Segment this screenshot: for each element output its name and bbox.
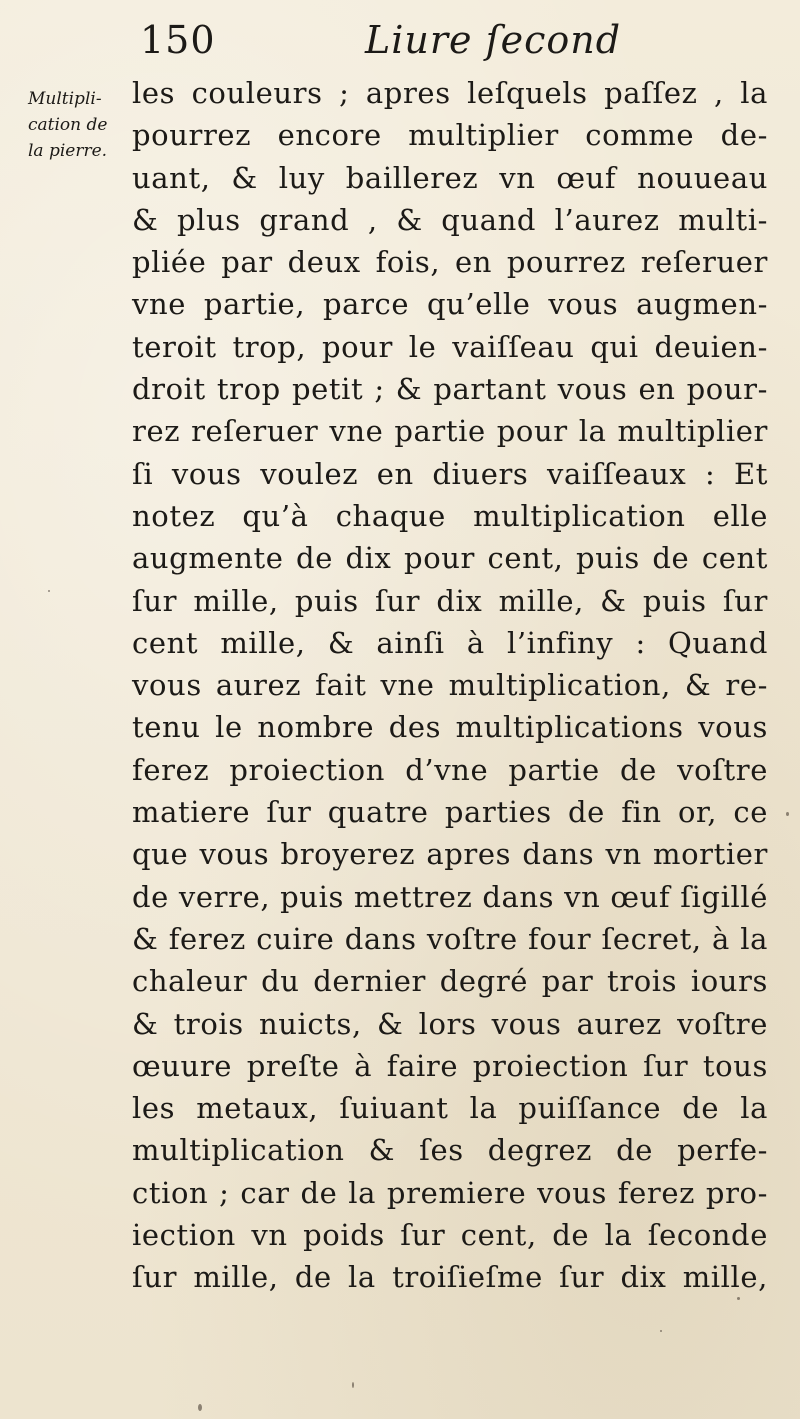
ink-speck (660, 1330, 662, 1332)
text-line: ſi vous voulez en diuers vaiſſeaux : Et (132, 456, 768, 491)
text-line: & plus grand , & quand l’aurez multi- (132, 202, 768, 237)
text-line: iection vn poids ſur cent, de la ſeconde (132, 1218, 768, 1253)
text-line: notez qu’à chaque multiplication elle (132, 498, 768, 533)
running-title: Liure ſecond (365, 18, 622, 62)
text-line: uant, & luy baillerez vn œuf nouueau (132, 160, 768, 195)
ink-speck (48, 590, 50, 592)
page-number: 150 (140, 18, 216, 62)
ink-speck (737, 1297, 740, 1300)
text-line: & trois nuicts, & lors vous aurez voſtre (132, 1006, 768, 1041)
text-line: les couleurs ; apres leſquels paſſez , la (132, 76, 768, 110)
text-line: tenu le nombre des multiplications vous (132, 710, 768, 745)
text-line: ſur mille, puis ſur dix mille, & puis ſur (132, 583, 768, 618)
text-line: matiere ſur quatre parties de fin or, ce (132, 795, 768, 830)
text-line: de verre, puis mettrez dans vn œuf ſigillé (132, 879, 768, 914)
text-line: rez reſeruer vne partie pour la multiplier (132, 414, 768, 449)
text-line: droit trop petit ; & partant vous en pour- (132, 372, 768, 407)
margin-note-line: Multipli- (28, 89, 102, 109)
text-line: chaleur du dernier degré par trois iours (132, 964, 768, 999)
text-line: teroit trop, pour le vaiſſeau qui deuien- (132, 329, 768, 364)
ink-speck (198, 1404, 202, 1411)
margin-note (28, 86, 138, 164)
ink-speck (786, 812, 789, 816)
text-line: ferez proiection d’vne partie de voſtre (132, 752, 768, 787)
text-line: vne partie, parce qu’elle vous augmen- (132, 287, 768, 322)
text-line: multiplication & ſes degrez de perfe- (132, 1133, 768, 1168)
text-line: ction ; car de la premiere vous ferez pro- (132, 1175, 768, 1210)
text-line: cent mille, & ainſi à l’infiny : Quand (132, 625, 768, 660)
text-line: que vous broyerez apres dans vn mortier (132, 837, 768, 872)
text-line: augmente de dix pour cent, puis de cent (132, 541, 768, 576)
text-line: pourrez encore multiplier comme de- (132, 118, 768, 153)
page-header (0, 18, 800, 78)
margin-note-line: la pierre. (28, 141, 108, 161)
text-line: vous aurez fait vne multiplication, & re- (132, 668, 768, 703)
text-line: & ferez cuire dans voſtre four ſecret, à la (132, 921, 768, 956)
text-line: les metaux, ſuiuant la puiſſance de la (132, 1091, 768, 1126)
margin-note-line: cation de (28, 115, 108, 135)
text-line: œuure preſte à faire proiection ſur tous (132, 1048, 768, 1083)
body-text (132, 72, 768, 1299)
text-line: pliée par deux fois, en pourrez reſeruer (132, 245, 768, 280)
text-line: ſur mille, de la troiſieſme ſur dix mille, (132, 1260, 768, 1295)
ink-speck (352, 1382, 354, 1388)
